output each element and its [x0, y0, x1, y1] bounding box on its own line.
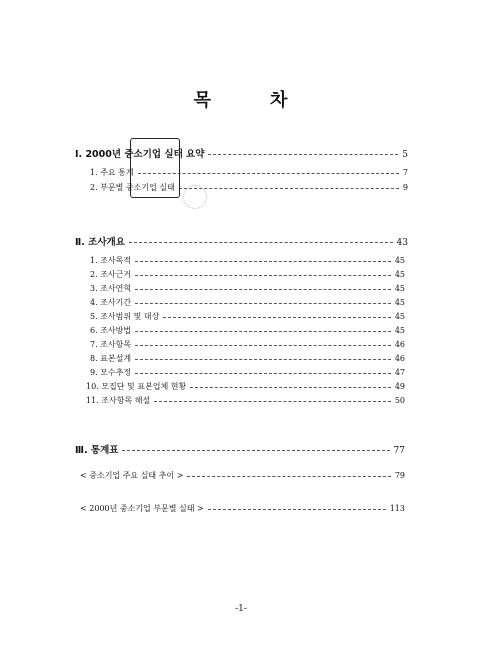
toc-title-part2: 차 [270, 90, 289, 111]
toc-item[interactable]: 2. 조사근거 45 [90, 270, 405, 279]
toc-item[interactable]: 6. 조사방법 45 [90, 326, 405, 335]
toc-item[interactable]: 7. 조사항목 46 [90, 340, 405, 349]
toc-section-3[interactable]: Ⅲ. 통계표 77 [75, 445, 405, 456]
page-number-footer: -1- [235, 604, 247, 614]
toc-title-part1: 목 [193, 90, 212, 111]
toc-item[interactable]: 10. 모집단 및 표본업체 현황 49 [86, 382, 405, 391]
toc-item[interactable]: 2. 부문별 중소기업 실태 9 [90, 183, 408, 192]
toc-item[interactable]: 8. 표본설계 46 [90, 354, 405, 363]
toc-section-label: Ⅰ. 2000년 중소기업 실태 요약 [75, 149, 205, 160]
toc-title [0, 86, 482, 112]
toc-item[interactable]: 11. 조사항목 해설 50 [86, 396, 405, 405]
toc-item[interactable]: < 2000년 중소기업 부문별 실태 > 113 [80, 504, 405, 513]
toc-section-1[interactable] [75, 146, 408, 160]
leader-dots [208, 154, 398, 155]
toc-item[interactable]: 4. 조사기간 45 [90, 298, 405, 307]
toc-item[interactable]: < 중소기업 주요 실태 추이 > 79 [80, 471, 405, 480]
toc-page-number: 5 [402, 150, 408, 160]
toc-item[interactable]: 1. 조사목적 45 [90, 256, 405, 265]
toc-item[interactable]: 3. 조사연혁 45 [90, 284, 405, 293]
toc-section-2[interactable]: Ⅱ. 조사개요 43 [75, 237, 408, 248]
toc-item[interactable]: 5. 조사범위 및 대상 45 [90, 312, 405, 321]
toc-item[interactable]: 9. 모수추정 47 [90, 368, 405, 377]
toc-item[interactable]: 1. 주요 통계 7 [90, 168, 408, 177]
